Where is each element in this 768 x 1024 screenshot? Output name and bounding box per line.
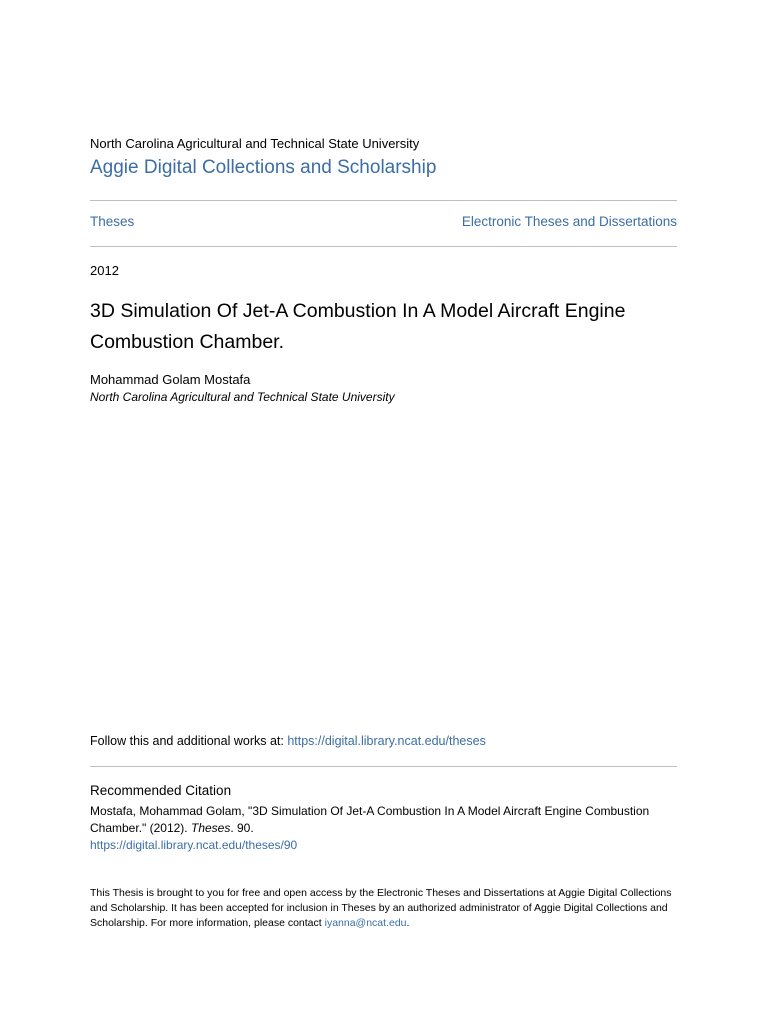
citation-text: Mostafa, Mohammad Golam, "3D Simulation Of Jet-A Combustion In A Model Aircraft Engine Combustion Chamber." (2012). [90,804,650,835]
contact-email-link[interactable]: iyanna@ncat.edu [324,917,407,929]
citation-number: . 90. [230,821,254,835]
repository-link[interactable]: Aggie Digital Collections and Scholarship [90,157,437,178]
document-title: 3D Simulation Of Jet-A Combustion In A Model Aircraft Engine Combustion Chamber. [90,300,626,353]
divider-nav [90,246,677,247]
access-notice-text: This Thesis is brought to you for free and open access by the Electronic Theses and Dissertations at Aggie Digital Collections and Scholarship. It has been accepted for inclusion in Theses by an authorized administrator of Aggie Digital Collections and Scholarship. For more information, please contact [90,887,672,929]
divider-top [90,200,677,201]
divider-citation [90,766,677,767]
citation-link[interactable]: https://digital.library.ncat.edu/theses/90 [90,838,298,852]
access-notice [90,886,680,931]
follow-link[interactable]: https://digital.library.ncat.edu/theses [287,734,486,748]
follow-line [90,734,486,748]
author-affiliation: North Carolina Agricultural and Technical State University [90,390,395,404]
citation-series: Theses [190,821,231,835]
citation-heading: Recommended Citation [90,783,232,798]
author-name: Mohammad Golam Mostafa [90,372,251,387]
citation-block [90,803,680,854]
follow-text: Follow this and additional works at: [90,734,288,748]
etd-link[interactable]: Electronic Theses and Dissertations [461,214,677,229]
theses-link[interactable]: Theses [90,214,135,229]
access-notice-end: . [406,917,410,929]
institution-name: North Carolina Agricultural and Technical State University [90,136,420,151]
publication-year: 2012 [90,263,119,278]
